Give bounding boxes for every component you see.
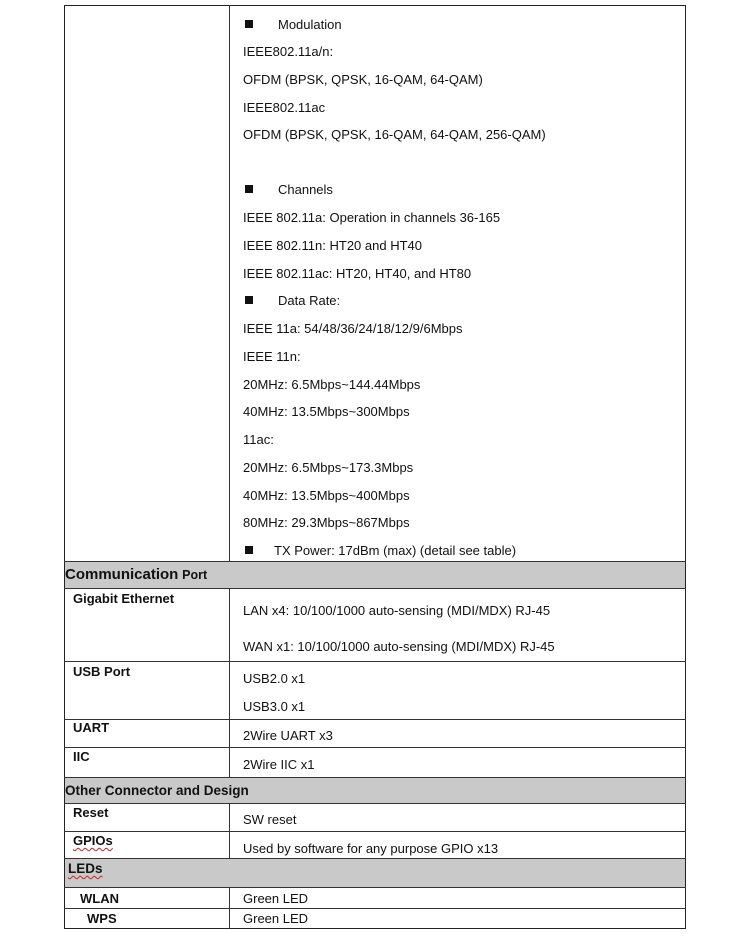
row-divider — [64, 908, 686, 909]
wlan-label: WLAN — [80, 891, 119, 906]
modulation-line: OFDM (BPSK, QPSK, 16-QAM, 64-QAM, 256-QAM) — [243, 127, 546, 142]
uart-label: UART — [73, 720, 110, 735]
modulation-line: OFDM (BPSK, QPSK, 16-QAM, 64-QAM) — [243, 72, 483, 87]
wlan-led-spec: Green LED — [243, 891, 309, 906]
modulation-line: IEEE802.11ac — [243, 100, 326, 115]
column-divider — [229, 5, 230, 562]
data-rate-line: IEEE 11a: 54/48/36/24/18/12/9/6Mbps — [243, 321, 463, 336]
row-divider — [64, 887, 686, 888]
column-divider — [229, 588, 230, 778]
column-divider — [229, 803, 230, 858]
row-divider — [64, 588, 686, 589]
reset-label: Reset — [73, 805, 109, 820]
tx-power-line: TX Power: 17dBm (max) (detail see table) — [274, 543, 517, 558]
row-divider — [64, 747, 686, 748]
channels-line: IEEE 802.11n: HT20 and HT40 — [243, 238, 422, 253]
row-divider — [64, 719, 686, 720]
usb-port-label: USB Port — [73, 664, 131, 679]
iic-spec: 2Wire IIC x1 — [243, 757, 315, 772]
communication-port-title — [65, 566, 207, 583]
channels-line: IEEE 802.11ac: HT20, HT40, and HT80 — [243, 266, 472, 281]
row-divider — [64, 561, 686, 562]
iic-label: IIC — [73, 749, 90, 764]
wps-label: WPS — [87, 911, 117, 926]
data-rate-line: 40MHz: 13.5Mbps~400Mbps — [243, 488, 410, 503]
data-rate-line: 20MHz: 6.5Mbps~144.44Mbps — [243, 377, 421, 392]
lan-spec: LAN x4: 10/100/1000 auto-sensing (MDI/MDX) RJ-45 — [243, 603, 551, 618]
row-divider — [64, 831, 686, 832]
reset-spec: SW reset — [243, 812, 297, 827]
usb2-spec: USB2.0 x1 — [243, 671, 306, 686]
bullet-square-icon — [245, 20, 253, 28]
data-rate-line: 20MHz: 6.5Mbps~173.3Mbps — [243, 460, 414, 475]
usb3-spec: USB3.0 x1 — [243, 699, 306, 714]
other-connector-title: Other Connector and Design — [65, 783, 249, 798]
port-word: Port — [182, 568, 208, 582]
data-rate-line: 80MHz: 29.3Mbps~867Mbps — [243, 515, 410, 530]
row-divider — [64, 858, 686, 859]
row-divider — [64, 803, 686, 804]
column-divider — [229, 887, 230, 929]
row-divider — [64, 661, 686, 662]
data-rate-line: 11ac: — [243, 432, 274, 447]
channels-heading: Channels — [278, 182, 333, 197]
bullet-square-icon — [245, 185, 253, 193]
row-divider — [64, 777, 686, 778]
leds-band — [65, 858, 685, 887]
data-rate-line: 40MHz: 13.5Mbps~300Mbps — [243, 404, 410, 419]
data-rate-line: IEEE 11n: — [243, 349, 301, 364]
bullet-square-icon — [245, 546, 253, 554]
modulation-line: IEEE802.11a/n: — [243, 44, 334, 59]
gigabit-ethernet-label: Gigabit Ethernet — [73, 591, 175, 606]
channels-line: IEEE 802.11a: Operation in channels 36-165 — [243, 210, 501, 225]
communication-word: Communication — [65, 566, 179, 583]
modulation-heading: Modulation — [278, 17, 342, 32]
gpios-label: GPIOs — [73, 833, 113, 848]
leds-title: LEDs — [68, 861, 103, 876]
wps-led-spec: Green LED — [243, 911, 309, 926]
data-rate-heading: Data Rate: — [278, 293, 341, 308]
bullet-square-icon — [245, 296, 253, 304]
wan-spec: WAN x1: 10/100/1000 auto-sensing (MDI/MDX) RJ-45 — [243, 639, 555, 654]
uart-spec: 2Wire UART x3 — [243, 728, 333, 743]
gpio-spec: Used by software for any purpose GPIO x13 — [243, 841, 499, 856]
